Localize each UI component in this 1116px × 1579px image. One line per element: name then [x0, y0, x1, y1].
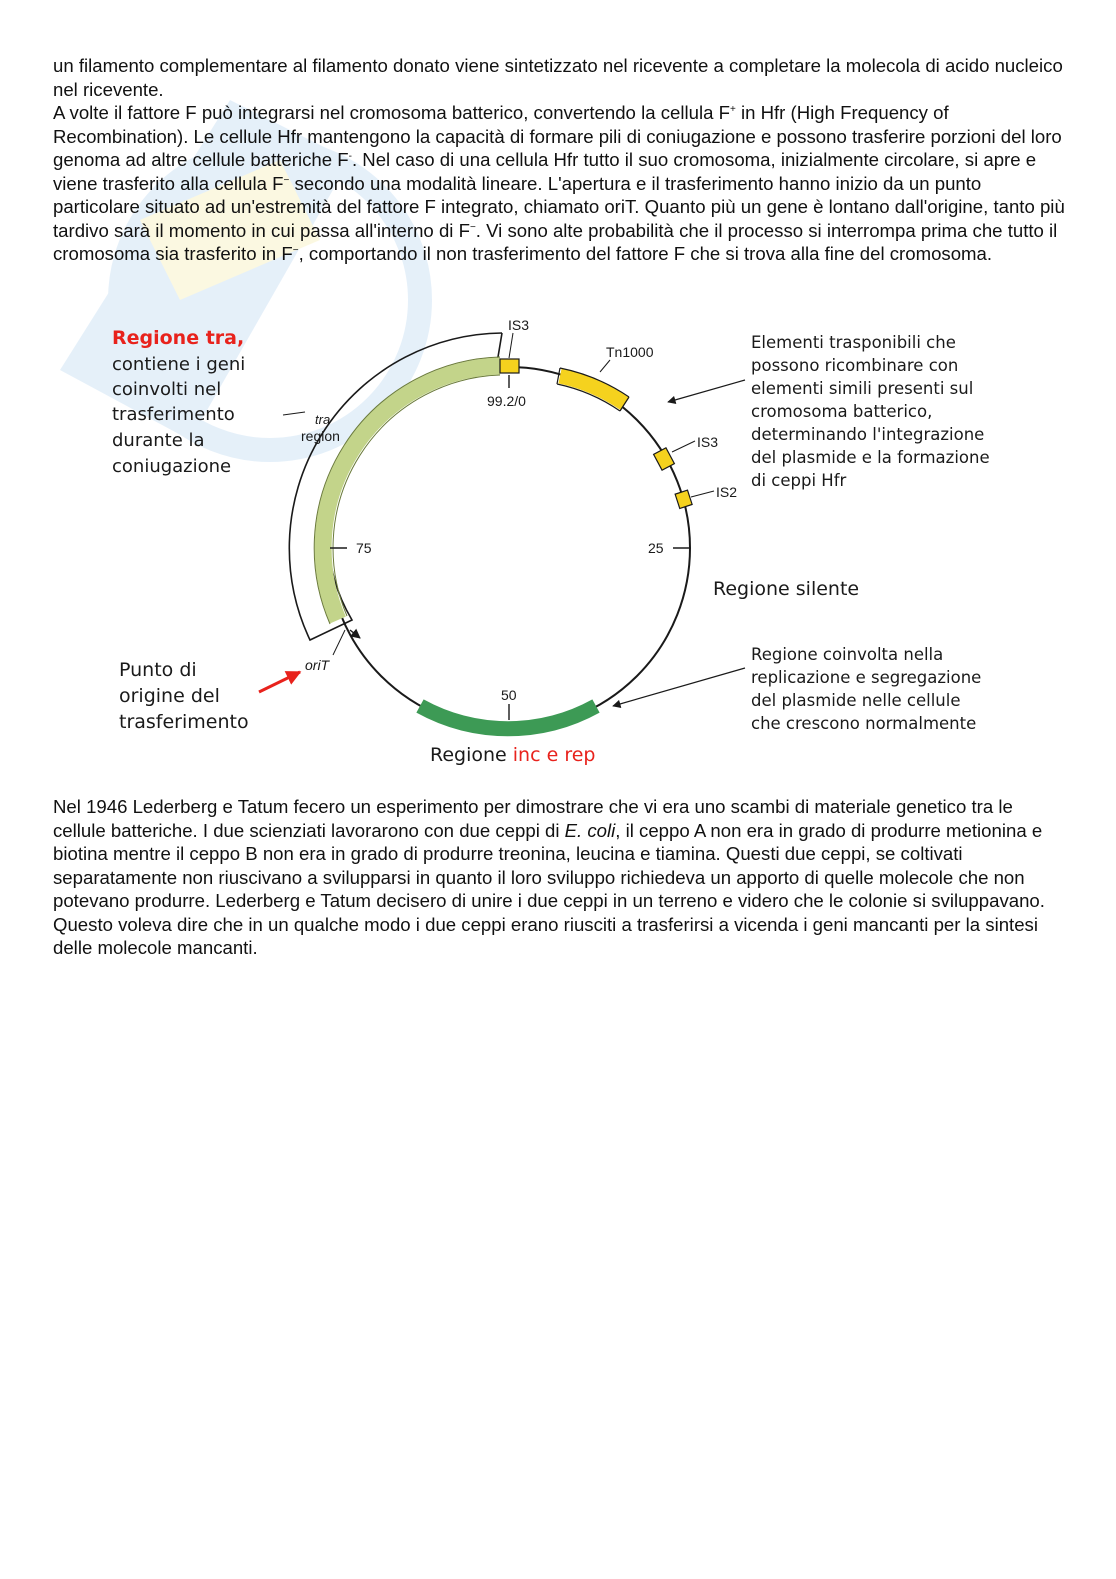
- is3-top-element: [500, 359, 519, 373]
- label-is3-top: IS3: [508, 317, 530, 333]
- label-region: region: [301, 428, 340, 444]
- rep-arrow: [613, 668, 745, 706]
- inc-rep-region-band: [420, 706, 596, 729]
- label-tn1000: Tn1000: [606, 344, 654, 360]
- label-pos-50: 50: [501, 687, 517, 703]
- label-is3-right: IS3: [697, 434, 719, 450]
- paragraph-lederberg-tatum: Nel 1946 Lederberg e Tatum fecero un esperimento per dimostrare che vi era uno scambi di materiale genetico tra le cellule batteriche. I due scienziati lavorarono con due ceppi di E. coli, il ceppo A non era in grado di produrre metionina e biotina mentre il ceppo B non era in grado di produrre treonina, leucina e tiamina. Questi due ceppi, se coltivati separatamente non riuscivano a svilupparsi in quanto il loro sviluppo richiedeva un apporto di quelle molecole che non potevano produrre. Lederberg e Tatum decisero di unire i due ceppi in un terreno e videro che le colonie si sviluppavano. Questo voleva dire che in un qualche modo i due ceppi erano riusciti a trasferirsi a vicenda i geni mancanti per la sintesi delle molecole mancanti.: [53, 796, 1045, 958]
- tra-region-band: [323, 366, 500, 620]
- label-pos-25: 25: [648, 540, 664, 556]
- label-orit: oriT: [305, 657, 330, 673]
- inc-rep-label: Regione inc e rep: [430, 744, 596, 766]
- origin-desc: Punto di origine del trasferimento: [119, 659, 249, 733]
- tra-title: Regione tra,: [112, 327, 245, 349]
- silent-region-label: Regione silente: [713, 578, 860, 600]
- tra-desc: contiene i geni coinvolti nel trasferimento durante la coniugazione: [112, 354, 246, 477]
- label-is2: IS2: [716, 484, 738, 500]
- label-pos-zero: 99.2/0: [487, 393, 526, 409]
- rep-desc: Regione coinvolta nella replicazione e segregazione del plasmide nelle cellule che crescono normalmente: [751, 645, 982, 733]
- tn1000-element: [560, 376, 625, 404]
- label-pos-75: 75: [356, 540, 372, 556]
- paragraph-f-factor: un filamento complementare al filamento donato viene sintetizzato nel ricevente a completare la molecola di acido nucleico nel ricevente. A volte il fattore F può integrarsi nel cromosoma batterico, convertendo la cellula F+ in Hfr (High Frequency of Recombination). Le cellule Hfr mantengono la capacità di formare pili di coniugazione e possono trasferire porzioni del loro genoma ad altre cellule batteriche F-. Nel caso di una cellula Hfr tutto il suo cromosoma, inizialmente circolare, si apre e viene trasferito alla cellula F− secondo una modalità lineare. L'apertura e il trasferimento hanno inizio da un punto particolare situato ad un'estremità del fattore F integrato, chiamato oriT. Quanto più un gene è lontano dall'origine, tanto più tardivo sarà il momento in cui passa all'interno di F−. Vi sono alte probabilità che il processo si interrompa prima che tutto il cromosoma sia trasferito in F−, comportando il non trasferimento del fattore F che si trova alla fine del cromosoma.: [53, 55, 1065, 264]
- origin-red-arrow: [259, 672, 300, 692]
- is2-element: [675, 490, 692, 508]
- transposon-arrow: [668, 380, 745, 402]
- transposon-desc: Elementi trasponibili che possono ricombinare con elementi simili presenti sul cromosoma batterico, determinando l'integrazione del plasmide e la formazione di ceppi Hfr: [751, 333, 990, 490]
- label-tra: tra: [315, 412, 331, 427]
- f-plasmid-diagram: [0, 300, 1116, 780]
